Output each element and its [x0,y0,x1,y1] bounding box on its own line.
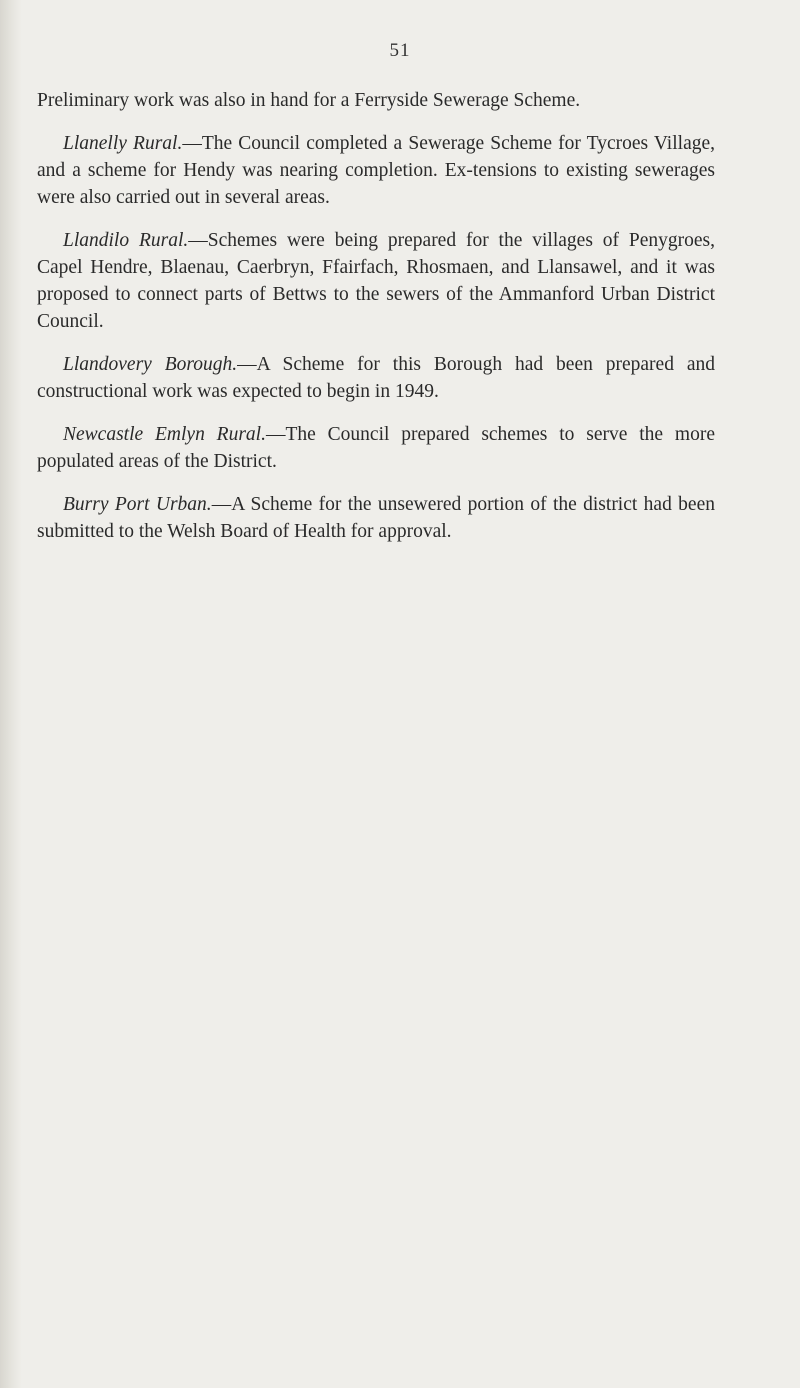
paragraph-heading: Llandovery Borough. [63,354,238,375]
paragraph-heading: Llanelly Rural. [63,133,183,154]
paragraph-heading: Newcastle Emlyn Rural. [63,424,266,445]
paragraph-ferryside [37,87,715,114]
paragraph-llandilo-rural [37,227,715,335]
paragraph-llandovery-borough [37,351,715,405]
paragraph-text: Preliminary work was also in hand for a Ferryside Sewerage Scheme. [37,90,581,111]
page-number: 51 [389,40,411,61]
paragraph-newcastle-emlyn-rural [37,421,715,475]
paragraph-text: —Schemes were being prepared for the villages of Penygroes, Capel Hendre, Blaenau, Caerbryn, Ffairfach, Rhosmaen, and Llansawel, and it was proposed to connect parts of Bettws to the sewers of the Ammanford Urban District Council. [37,230,715,332]
paragraph-heading: Llandilo Rural. [63,230,189,251]
page-edge-shadow [0,0,22,1388]
paragraph-llanelly-rural [37,130,715,211]
document-body [37,87,715,561]
paragraph-heading: Burry Port Urban. [63,494,212,515]
paragraph-text: —A Scheme for the unsewered portion of the district had been submitted to the Welsh Board of Health for approval. [37,494,715,542]
paragraph-text: —The Council completed a Sewerage Scheme for Tycroes Village, and a scheme for Hendy was nearing completion. Ex-tensions to existing sewerages were also carried out in several areas. [37,133,715,208]
paragraph-text: —A Scheme for this Borough had been prepared and constructional work was expected to begin in 1949. [37,354,716,402]
paragraph-burry-port-urban [37,491,715,545]
paragraph-text: —The Council prepared schemes to serve the more populated areas of the District. [37,424,716,472]
